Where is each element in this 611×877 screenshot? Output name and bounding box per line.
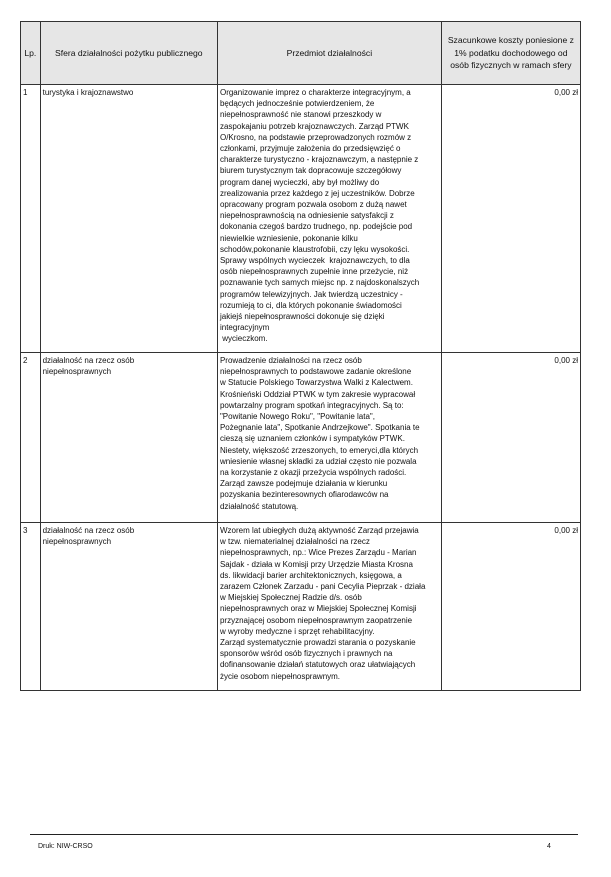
- text-line: "Powitanie Nowego Roku", "Powitanie lata",: [219, 412, 375, 422]
- text-line: osób niepełnosprawnych zupełnie inne przeżycie, niż: [219, 267, 409, 277]
- text-line: na korzystanie z okazji przeżycia wspólnych radości.: [219, 468, 407, 478]
- text-line: rozumieją to ci, dla których pokonanie świadomości: [219, 300, 402, 310]
- header-przedmiot: Przedmiot działalności: [217, 22, 441, 85]
- text-line: Sprawy wspólnych wycieczek krajoznawczych, to dla: [219, 256, 410, 266]
- page-number: 4: [547, 843, 551, 850]
- row-lp: 2: [21, 353, 41, 523]
- row-przedmiot: [217, 353, 441, 523]
- text-line: członkami, przyjmuje założenia do przedsięwzięć o: [219, 144, 401, 154]
- header-lp: Lp.: [21, 22, 41, 85]
- text-line: sponsorów wśród osób fizycznych i prawnych na: [219, 649, 393, 659]
- row-przedmiot: [217, 523, 441, 691]
- row-koszty: 0,00 zł: [441, 353, 580, 523]
- text-line: Organizowanie imprez o charakterze integracyjnym, a: [219, 88, 411, 97]
- text-line: dokonania czegoś bardzo trudnego, np. podejście pod: [219, 222, 413, 232]
- text-line: Zarząd systematycznie prowadzi starania o pozyskanie: [219, 638, 416, 648]
- text-line: działalność na rzecz osób: [42, 356, 135, 365]
- table-row: [21, 353, 581, 523]
- text-line: w Statucie Polskiego Towarzystwa Walki z Kalectwem.: [219, 378, 413, 388]
- header-koszty: Szacunkowe koszty poniesione z 1% podatku dochodowego od osób fizycznych w ramach sfery: [441, 22, 580, 85]
- text-line: jakiejś niepełnosprawności dokonuje się dzięki: [219, 312, 385, 322]
- text-line: zrealizowania przez każdego z jej uczestników. Dobrze: [219, 188, 415, 198]
- text-line: biurem turystycznym tak dopracowuje szczegółowy: [219, 166, 402, 176]
- text-line: poznawanie tych samych miejsc np. z najdoskonalszych: [219, 278, 420, 288]
- table-row: [21, 523, 581, 691]
- text-line: Wzorem lat ubiegłych dużą aktywność Zarząd przejawia: [219, 526, 419, 535]
- text-line: integracyjnym: [219, 323, 270, 333]
- header-sfera: Sfera działalności pożytku publicznego: [40, 22, 217, 85]
- row-przedmiot: [217, 85, 441, 353]
- text-line: O/Krosno, na podstawie przeprowadzonych rozmów z: [219, 132, 412, 142]
- text-line: niepełnosprawnych: [42, 367, 112, 377]
- text-line: będących jednocześnie potwierdzeniem, że: [219, 99, 375, 109]
- text-line: Sajdak - działa w Komisji przy Urzędzie Miasta Krosna: [219, 559, 413, 569]
- text-line: charakterze turystyczno - krajoznawczym, a następnie z: [219, 155, 419, 165]
- footer-divider: [30, 834, 578, 835]
- text-line: zaspokajaniu potrzeb krajoznawczych. Zarząd PTWK: [219, 121, 409, 131]
- text-line: Krośnieński Oddział PTWK w tym zakresie wypracował: [219, 389, 416, 399]
- text-line: niepełnosprawnością na odniesienie satysfakcji z: [219, 211, 394, 221]
- row-sfera: turystyka i krajoznawstwo: [40, 85, 217, 353]
- text-line: program danej wycieczki, aby był możliwy do: [219, 177, 380, 187]
- text-line: działalność na rzecz osób: [42, 526, 135, 535]
- footer-print-label: Druk: NIW-CRSO: [38, 843, 93, 850]
- text-line: powtarzalny program spotkań integracyjnych. Są to:: [219, 400, 404, 410]
- text-line: niepełnosprawnych to podstawowe zadanie określone: [219, 367, 412, 377]
- text-line: życie osobom niepełnosprawnym.: [219, 671, 341, 681]
- text-line: Pożegnanie lata", Spotkanie Andrzejkowe". Spotkania te: [219, 423, 420, 433]
- row-koszty: 0,00 zł: [441, 523, 580, 691]
- text-line: przyznającej osobom niepełnosprawnym zaopatrzenie: [219, 615, 413, 625]
- text-line: niepełnosprawność nie stanowi przeszkody w: [219, 110, 382, 120]
- text-line: niepełnosprawnych oraz w Miejskiej Społecznej Komisji: [219, 604, 417, 614]
- text-line: Niestety, większość zrzeszonych, to emeryci,dla których: [219, 445, 419, 455]
- text-line: wycieczkom.: [219, 334, 268, 344]
- text-line: w tzw. niematerialnej działalności na rzecz: [219, 537, 370, 547]
- text-line: schodów,pokonanie klaustrofobii, czy lęku wysokości.: [219, 244, 410, 254]
- text-line: pozyskania bezinteresownych ofiarodawców na: [219, 490, 389, 500]
- activities-table: [20, 21, 581, 691]
- text-line: wniesienie własnej składki za udział często nie pozwala: [219, 456, 417, 466]
- text-line: niepełnosprawnych: [42, 537, 112, 547]
- table-row: [21, 85, 581, 353]
- text-line: Prowadzenie działalności na rzecz osób: [219, 356, 362, 365]
- text-line: programów telewizyjnych. Jak twierdzą uczestnicy -: [219, 289, 403, 299]
- text-line: zarazem Członek Zarzadu - pani Cecylia Pieprzak - działa: [219, 582, 426, 592]
- text-line: dofinansowanie działań statutowych oraz ułatwiających: [219, 660, 416, 670]
- row-lp: 1: [21, 85, 41, 353]
- text-line: Zarząd zawsze podejmuje działania w kierunku: [219, 479, 388, 489]
- text-line: ds. likwidacji barier architektonicznych, księgowa, a: [219, 570, 402, 580]
- row-koszty: 0,00 zł: [441, 85, 580, 353]
- text-line: niewielkie wzniesienie, pokonanie kilku: [219, 233, 358, 243]
- text-line: działalność statutową.: [219, 501, 299, 511]
- text-line: w wyroby medyczne i sprzęt rehabilitacyjny.: [219, 626, 375, 636]
- text-line: opracowany program pozwala osobom z dużą nawet: [219, 200, 407, 210]
- row-lp: 3: [21, 523, 41, 691]
- text-line: niepełnosprawnych, np.: Wice Prezes Zarządu - Marian: [219, 548, 417, 558]
- row-sfera: [40, 353, 217, 523]
- text-line: cieszą się uznaniem członków i sympatyków PTWK.: [219, 434, 405, 444]
- row-sfera: [40, 523, 217, 691]
- text-line: w Miejskiej Społecznej Radzie d/s. osób: [219, 593, 362, 603]
- table-header-row: [21, 22, 581, 85]
